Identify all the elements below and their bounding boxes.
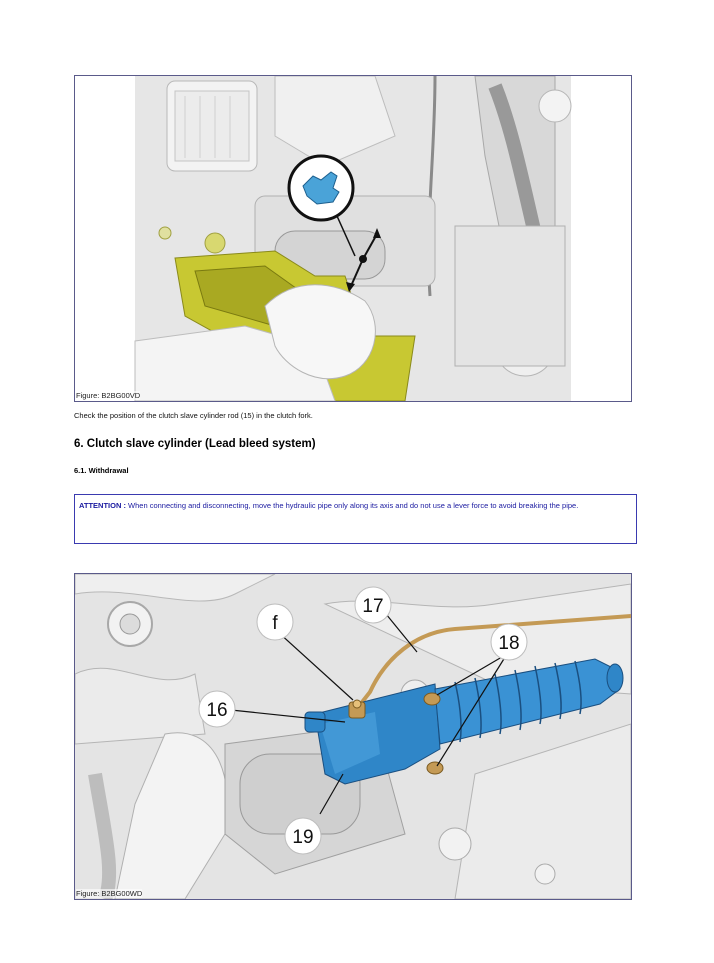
figure-1-illustration (75, 76, 631, 401)
callout-19: 19 (292, 827, 314, 848)
attention-text (79, 499, 632, 512)
callout-17: 17 (362, 596, 384, 617)
figure-2-caption: Figure: B2BG00WD (76, 889, 143, 898)
attention-box (74, 494, 637, 544)
figure-2-illustration (75, 574, 631, 899)
section-title: 6. Clutch slave cylinder (Lead bleed system) (74, 438, 316, 450)
callout-18: 18 (498, 633, 520, 654)
attention-label: ATTENTION : (79, 501, 126, 510)
check-position-text: Check the position of the clutch slave cylinder rod (15) in the clutch fork. (74, 411, 313, 420)
attention-message: When connecting and disconnecting, move the hydraulic pipe only along its axis and do not use a lever force to avoid breaking the pipe. (128, 501, 579, 510)
callout-f: f (272, 613, 278, 634)
callout-16: 16 (206, 700, 228, 721)
figure-1-caption: Figure: B2BG00VD (76, 391, 141, 400)
figure-1 (74, 75, 632, 402)
figure-2 (74, 573, 632, 900)
subsection-title: 6.1. Withdrawal (74, 466, 129, 475)
